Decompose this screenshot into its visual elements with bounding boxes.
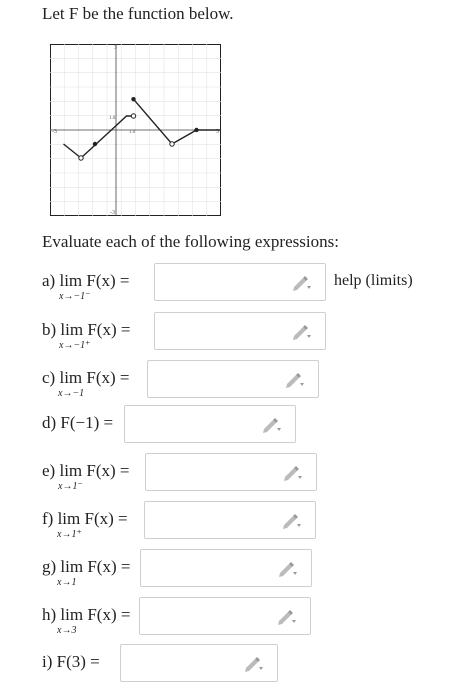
- answer-input[interactable]: [139, 597, 311, 635]
- tick-top: 3: [114, 45, 117, 51]
- question-label: [42, 509, 128, 529]
- open-point: [170, 142, 174, 146]
- question-letter: g): [42, 557, 57, 576]
- question-label: [42, 652, 100, 672]
- question-letter: b): [42, 320, 57, 339]
- question-label: [42, 368, 130, 388]
- question-row: [42, 312, 472, 352]
- question-row: [42, 501, 472, 541]
- limit-subscript: x→−1⁺: [59, 340, 91, 351]
- limit-operator: lim: [59, 461, 83, 480]
- pencil-edit-icon[interactable]: [281, 513, 301, 529]
- answer-input[interactable]: [145, 453, 317, 491]
- answer-input[interactable]: [154, 312, 326, 350]
- problem-intro: Let F be the function below.: [42, 4, 234, 23]
- answer-input[interactable]: [154, 263, 326, 301]
- question-expression: F(x) =: [84, 509, 128, 528]
- question-label: [42, 413, 113, 433]
- question-expression: F(−1) =: [60, 413, 114, 432]
- open-point: [131, 114, 135, 118]
- pencil-edit-icon[interactable]: [284, 372, 304, 388]
- question-row: [42, 360, 472, 400]
- limit-subscript: x→3: [57, 625, 77, 636]
- question-label: [42, 320, 130, 340]
- answer-input[interactable]: [120, 644, 278, 682]
- question-letter: e): [42, 461, 56, 480]
- question-label: [42, 605, 130, 625]
- pencil-edit-icon[interactable]: [282, 465, 302, 481]
- tick-left: -3: [52, 129, 57, 135]
- question-expression: F(x) =: [86, 368, 130, 387]
- answer-input[interactable]: [140, 549, 312, 587]
- question-label: [42, 557, 130, 577]
- limit-operator: lim: [59, 271, 83, 290]
- limit-subscript: x→1⁻: [58, 481, 83, 492]
- limit-subscript: x→−1: [58, 388, 85, 399]
- question-letter: a): [42, 271, 56, 290]
- pencil-edit-icon[interactable]: [243, 656, 263, 672]
- closed-point: [93, 142, 97, 146]
- pencil-edit-icon[interactable]: [291, 324, 311, 340]
- question-letter: c): [42, 368, 56, 387]
- tick-label-1: 1.0: [109, 116, 116, 121]
- question-row: [42, 453, 472, 493]
- pencil-edit-icon[interactable]: [291, 275, 311, 291]
- answer-input[interactable]: [124, 405, 296, 443]
- pencil-edit-icon[interactable]: [261, 417, 281, 433]
- question-row: [42, 549, 472, 589]
- answer-input[interactable]: [147, 360, 319, 398]
- limit-operator: lim: [60, 605, 84, 624]
- limit-subscript: x→1⁺: [57, 529, 82, 540]
- limit-operator: lim: [57, 509, 81, 528]
- question-letter: f): [42, 509, 54, 528]
- open-point: [79, 156, 83, 160]
- question-row: [42, 597, 472, 637]
- closed-point: [131, 97, 135, 101]
- question-row: [42, 405, 472, 445]
- question-expression: F(x) =: [87, 605, 131, 624]
- pencil-edit-icon[interactable]: [277, 561, 297, 577]
- question-letter: h): [42, 605, 57, 624]
- question-expression: F(x) =: [87, 320, 131, 339]
- tick-right: 3: [216, 129, 219, 135]
- answer-input[interactable]: [144, 501, 316, 539]
- limit-subscript: x→−1⁻: [59, 291, 91, 302]
- question-expression: F(x) =: [86, 461, 130, 480]
- function-graph: [50, 44, 221, 216]
- question-expression: F(x) =: [86, 271, 130, 290]
- limit-operator: lim: [59, 368, 83, 387]
- question-expression: F(x) =: [87, 557, 131, 576]
- help-limits-link[interactable]: help (limits): [334, 272, 413, 289]
- limit-subscript: x→1: [57, 577, 77, 588]
- evaluate-prompt: Evaluate each of the following expressions:: [42, 232, 339, 251]
- question-letter: d): [42, 413, 57, 432]
- limit-operator: lim: [60, 320, 84, 339]
- limit-operator: lim: [60, 557, 84, 576]
- tick-bottom: -3: [110, 210, 115, 216]
- question-label: [42, 271, 130, 291]
- tick-label-2: 1.0: [129, 130, 136, 135]
- question-letter: i): [42, 652, 53, 671]
- pencil-edit-icon[interactable]: [276, 609, 296, 625]
- closed-point: [194, 128, 198, 132]
- question-row: [42, 644, 472, 684]
- question-expression: F(3) =: [56, 652, 100, 671]
- question-label: [42, 461, 130, 481]
